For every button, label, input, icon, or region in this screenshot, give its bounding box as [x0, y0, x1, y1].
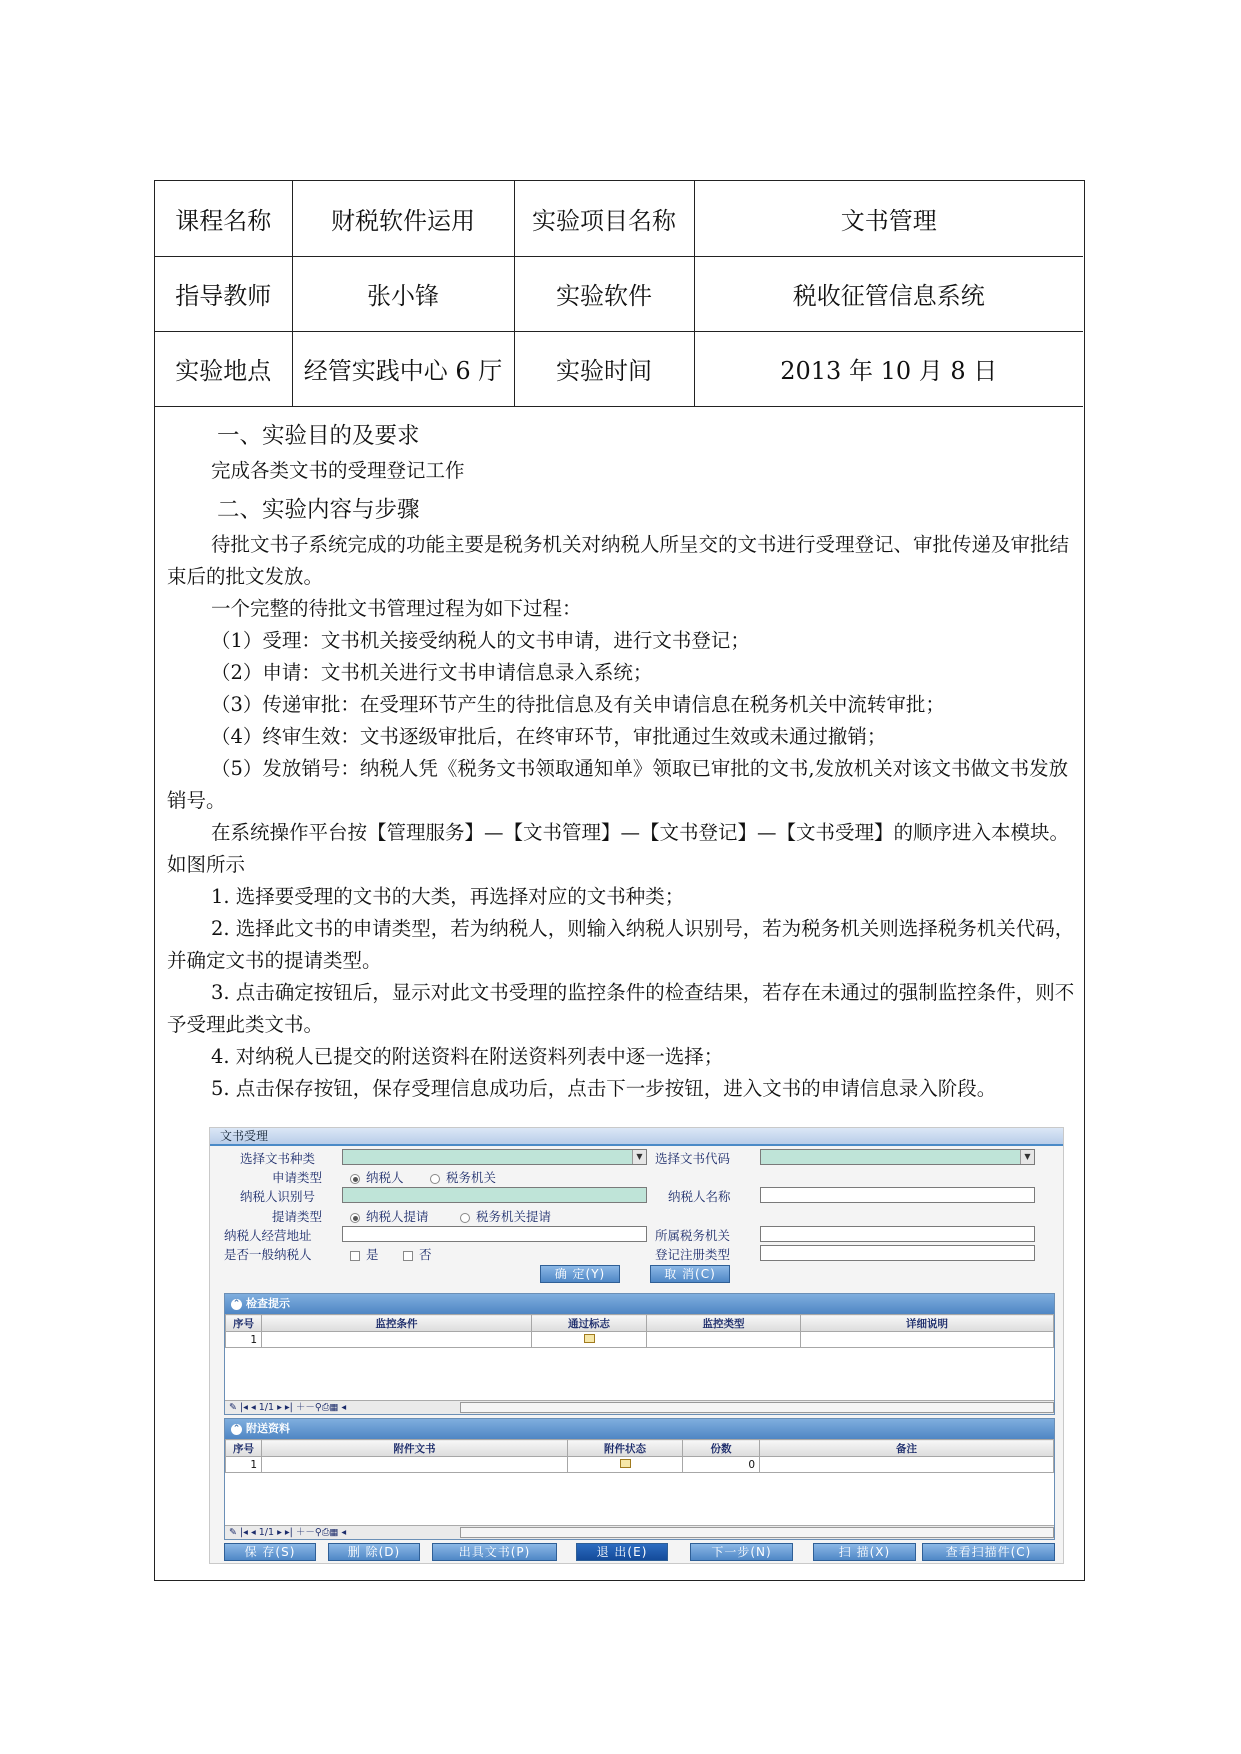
step5: （5）发放销号：纳税人凭《税务文书领取通知单》领取已审批的文书,发放机关对该文书做文书发放销号。 — [167, 757, 1069, 812]
project-label: 实验项目名称 — [514, 181, 694, 256]
pager[interactable]: ✎ |◂ ◂ 1/1 ▸ ▸| ＋－⚲⎙▦ ◂ — [225, 1525, 1054, 1539]
tax-office-input[interactable] — [760, 1226, 1035, 1242]
attach-panel-header[interactable]: ⌃ 附送资料 — [225, 1419, 1054, 1439]
row-index: 1 — [226, 1457, 262, 1473]
item3: 3. 点击确定按钮后，显示对此文书受理的监控条件的检查结果，若存在未通过的强制监控条件，则不予受理此类文书。 — [167, 981, 1075, 1036]
check-table — [225, 1314, 1054, 1348]
address-input[interactable] — [342, 1226, 647, 1242]
section1-title: 一、实验目的及要求 — [217, 423, 420, 449]
doc-code-select[interactable] — [760, 1149, 1035, 1165]
copies-value[interactable]: 0 — [683, 1457, 760, 1473]
cancel-button[interactable]: 取 消(C) — [650, 1265, 730, 1283]
item5: 5. 点击保存按钮，保存受理信息成功后，点击下一步按钮，进入文书的申请信息录入阶段。 — [211, 1077, 997, 1100]
step3: （3）传递审批：在受理环节产生的待批信息及有关申请信息在税务机关中流转审批； — [211, 693, 945, 716]
next-button[interactable]: 下一步(N) — [690, 1543, 793, 1561]
apply-type-tax-office[interactable]: 税务机关 — [430, 1168, 496, 1186]
experiment-content — [167, 417, 1077, 1105]
row-index: 1 — [226, 1332, 262, 1348]
item1: 1. 选择要受理的文书的大类，再选择对应的文书种类； — [211, 885, 685, 908]
radio-icon[interactable] — [430, 1174, 440, 1184]
col-header: 序号 — [226, 1315, 262, 1332]
software-label: 实验软件 — [514, 256, 694, 331]
item4: 4. 对纳税人已提交的附送资料在附送资料列表中逐一选择； — [211, 1045, 724, 1068]
para3: 在系统操作平台按【管理服务】—【文书管理】—【文书登记】—【文书受理】的顺序进入本模块。如图所示 — [167, 821, 1070, 876]
para1: 待批文书子系统完成的功能主要是税务机关对纳税人所呈交的文书进行受理登记、审批传递及审批结束后的批文发放。 — [167, 533, 1070, 588]
general-taxpayer-label: 是否一般纳税人 — [224, 1247, 312, 1262]
chevron-down-icon[interactable]: ▼ — [1020, 1150, 1034, 1164]
software-value: 税收征管信息系统 — [694, 256, 1083, 331]
radio-icon[interactable] — [460, 1213, 470, 1223]
teacher-label: 指导教师 — [155, 256, 292, 331]
step1: （1）受理：文书机关接受纳税人的文书申请，进行文书登记； — [211, 629, 750, 652]
col-header: 份数 — [683, 1440, 760, 1457]
time-label: 实验时间 — [514, 331, 694, 406]
submit-type-taxpayer[interactable]: 纳税人提请 — [350, 1207, 429, 1225]
project-value: 文书管理 — [694, 181, 1083, 256]
pager[interactable]: ✎ |◂ ◂ 1/1 ▸ ▸| ＋－⚲⎙▦ ◂ — [225, 1400, 1054, 1414]
horizontal-scrollbar[interactable] — [460, 1527, 1054, 1538]
apply-type-taxpayer[interactable]: 纳税人 — [350, 1168, 404, 1186]
taxpayer-id-label: 纳税人识别号 — [240, 1189, 316, 1204]
print-document-button[interactable]: 出具文书(P) — [432, 1543, 557, 1561]
col-header: 通过标志 — [532, 1315, 647, 1332]
col-header: 序号 — [226, 1440, 262, 1457]
course-label: 课程名称 — [155, 181, 292, 256]
section1-text: 完成各类文书的受理登记工作 — [211, 459, 465, 482]
info-table — [155, 181, 1083, 407]
collapse-icon[interactable]: ⌃ — [232, 1423, 241, 1434]
taxpayer-name-label: 纳税人名称 — [668, 1189, 731, 1204]
taxpayer-name-input[interactable] — [760, 1187, 1035, 1203]
col-header: 附件文书 — [262, 1440, 568, 1457]
radio-icon[interactable] — [350, 1174, 360, 1184]
ok-button[interactable]: 确 定(Y) — [540, 1265, 620, 1283]
teacher-value: 张小锋 — [292, 256, 514, 331]
delete-button[interactable]: 删 除(D) — [328, 1543, 420, 1561]
document-acceptance-window — [209, 1127, 1064, 1564]
view-scan-button[interactable]: 查看扫描件(C) — [922, 1543, 1055, 1561]
window-title: 文书受理 — [210, 1128, 1063, 1146]
place-value: 经管实践中心 6 厅 — [292, 331, 514, 406]
checkbox-icon[interactable] — [403, 1251, 413, 1261]
tax-office-label: 所属税务机关 — [655, 1228, 731, 1243]
doc-kind-label: 选择文书种类 — [240, 1151, 316, 1166]
course-value: 财税软件运用 — [292, 181, 514, 256]
col-header: 监控条件 — [262, 1315, 532, 1332]
scan-button[interactable]: 扫 描(X) — [813, 1543, 916, 1561]
exit-button[interactable]: 退 出(E) — [576, 1543, 668, 1561]
col-header: 附件状态 — [568, 1440, 683, 1457]
status-icon — [584, 1334, 595, 1343]
taxpayer-id-input[interactable] — [342, 1187, 647, 1203]
doc-code-label: 选择文书代码 — [655, 1151, 731, 1166]
empty-grid-area — [225, 1473, 1054, 1525]
table-row[interactable] — [226, 1457, 1054, 1473]
report-frame — [154, 180, 1085, 1581]
checkbox-icon[interactable] — [350, 1251, 360, 1261]
reg-type-input[interactable] — [760, 1245, 1035, 1261]
apply-type-label: 申请类型 — [272, 1170, 323, 1185]
general-no[interactable]: 否 — [403, 1245, 432, 1263]
chevron-down-icon[interactable]: ▼ — [632, 1150, 646, 1164]
attach-table — [225, 1439, 1054, 1473]
doc-kind-select[interactable] — [342, 1149, 647, 1165]
table-row[interactable] — [226, 1332, 1054, 1348]
attach-panel — [224, 1418, 1055, 1540]
check-panel — [224, 1293, 1055, 1415]
col-header: 详细说明 — [801, 1315, 1054, 1332]
section2-title: 二、实验内容与步骤 — [217, 497, 420, 523]
col-header: 监控类型 — [647, 1315, 801, 1332]
check-panel-header[interactable]: ⌃ 检查提示 — [225, 1294, 1054, 1314]
col-header: 备注 — [760, 1440, 1054, 1457]
save-button[interactable]: 保 存(S) — [224, 1543, 316, 1561]
collapse-icon[interactable]: ⌃ — [232, 1298, 241, 1309]
time-value: 2013 年 10 月 8 日 — [694, 331, 1083, 406]
reg-type-label: 登记注册类型 — [655, 1247, 731, 1262]
para2: 一个完整的待批文书管理过程为如下过程： — [211, 597, 582, 620]
submit-type-tax-office[interactable]: 税务机关提请 — [460, 1207, 551, 1225]
submit-type-label: 提请类型 — [272, 1209, 323, 1224]
step2: （2）申请：文书机关进行文书申请信息录入系统； — [211, 661, 653, 684]
radio-icon[interactable] — [350, 1213, 360, 1223]
acceptance-form — [210, 1146, 1063, 1296]
empty-grid-area — [225, 1348, 1054, 1400]
horizontal-scrollbar[interactable] — [460, 1402, 1054, 1413]
address-label: 纳税人经营地址 — [224, 1228, 312, 1243]
general-yes[interactable]: 是 — [350, 1245, 379, 1263]
place-label: 实验地点 — [155, 331, 292, 406]
step4: （4）终审生效：文书逐级审批后，在终审环节，审批通过生效或未通过撤销； — [211, 725, 887, 748]
item2: 2. 选择此文书的申请类型，若为纳税人，则输入纳税人识别号，若为税务机关则选择税务机关代码，并确定文书的提请类型。 — [167, 917, 1075, 972]
status-icon — [620, 1459, 631, 1468]
